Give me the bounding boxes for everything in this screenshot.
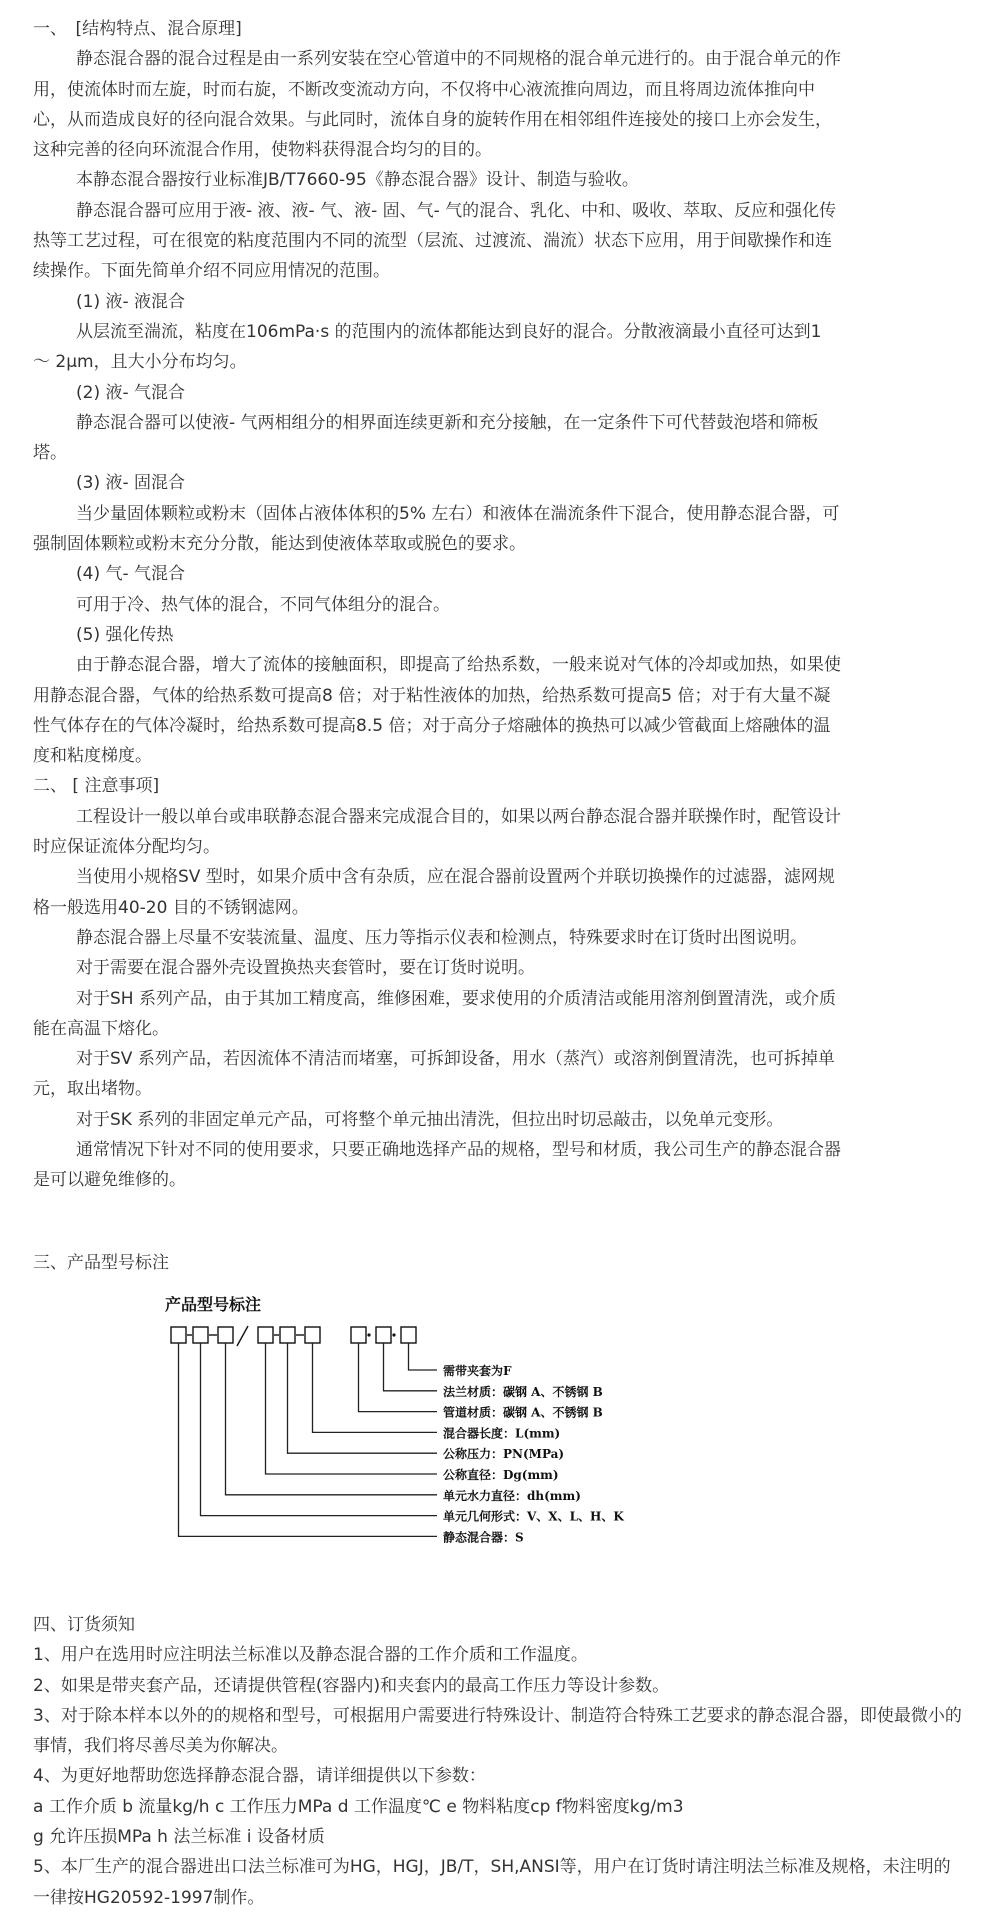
code-box <box>351 1327 366 1343</box>
diagram-label: 法兰材质：碳钢 A、不锈钢 B <box>443 1384 603 1399</box>
paragraph: 本静态混合器按行业标准JB/T7660-95《静态混合器》设计、制造与验收。 <box>76 170 639 191</box>
paragraph: 可用于冷、热气体的混合，不同气体组分的混合。 <box>76 594 450 615</box>
paragraph: (1) 液- 液混合 <box>76 291 186 312</box>
paragraph: 对于SH 系列产品，由于其加工精度高，维修困难，要求使用的介质清洁或能用溶剂倒置清洗，或介质能在高温下熔化。 <box>33 988 836 1039</box>
diagram-label: 需带夹套为F <box>443 1364 512 1378</box>
leader-line <box>313 1343 438 1432</box>
leader-line <box>409 1343 438 1370</box>
paragraph: 静态混合器上尽量不安装流量、温度、压力等指示仪表和检测点，特殊要求时在订货时出图说明。 <box>76 927 807 948</box>
section1-heading: 一、 [结构特点、混合原理] <box>33 19 242 39</box>
diagram-title: 产品型号标注 <box>165 1295 262 1314</box>
code-dot <box>367 1333 370 1336</box>
leader-line <box>226 1343 438 1495</box>
section2-body <box>33 802 843 1196</box>
leader-lines <box>179 1343 438 1536</box>
diagram-labels <box>443 1363 624 1544</box>
paragraph: 当少量固体颗粒或粉末（固体占液体体积的5% 左右）和液体在湍流条件下混合，使用静态混合器，可强制固体颗粒或粉末充分分散，能达到使液体萃取或脱色的要求。 <box>33 503 840 555</box>
paragraph: (5) 强化传热 <box>76 624 174 645</box>
order-note-line: a 工作介质 b 流量kg/h c 工作压力MPa d 工作温度℃ e 物料粘度cp f物料密度kg/m3 <box>33 1796 684 1817</box>
paragraph: 工程设计一般以单台或串联静态混合器来完成混合目的，如果以两台静态混合器并联操作时，配管设计时应保证流体分配均匀。 <box>33 806 841 858</box>
code-box <box>171 1327 186 1343</box>
order-note-line: 2、如果是带夹套产品，还请提供管程(容器内)和夹套内的最高工作压力等设计参数。 <box>33 1675 670 1696</box>
diagram-label: 管道材质：碳钢 A、不锈钢 B <box>443 1405 603 1420</box>
paragraph: (2) 液- 气混合 <box>76 382 186 403</box>
order-note-line: 5、本厂生产的混合器进出口法兰标准可为HG，HGJ，JB/T，SH,ANSI等，用户在订货时请注明法兰标准及规格，未注明的一律按HG20592-1997制作。 <box>33 1857 951 1908</box>
paragraph: 静态混合器的混合过程是由一系列安装在空心管道中的不同规格的混合单元进行的。由于混合单元的作用，使流体时而左旋，时而右旋，不断改变流动方向，不仅将中心液流推向周边，而且将周边流体推向中心，从而造成良好的径向混合效果。与此同时，流体自身的旋转作用在相邻组件连接处的接口上亦会发生，这种完善的径向环流混合作用，使物料获得混合均匀的目的。 <box>33 49 841 161</box>
section2-heading: 二、 [ 注意事项] <box>33 776 160 797</box>
code-box <box>376 1327 391 1343</box>
paragraph: 对于SK 系列的非固定单元产品，可将整个单元抽出清洗，但拉出时切忌敲击，以免单元变形。 <box>76 1109 784 1130</box>
code-box <box>218 1327 233 1343</box>
leader-line <box>288 1343 438 1453</box>
model-code-figure <box>165 1288 805 1598</box>
paragraph: 从层流至湍流，粘度在106mPa·s 的范围内的流体都能达到良好的混合。分散液滴最小直径可达到1 ～ 2μm，且大小分布均匀。 <box>33 321 822 373</box>
code-box <box>401 1327 416 1343</box>
model-code-diagram <box>165 1288 805 1598</box>
section3-heading: 三、产品型号标注 <box>33 1252 169 1273</box>
section4-body <box>33 1640 963 1913</box>
order-note-line: g 允许压损MPa h 法兰标准 i 设备材质 <box>33 1827 325 1848</box>
paragraph: 由于静态混合器，增大了流体的接触面积，即提高了给热系数，一般来说对气体的冷却或加热，如果使用静态混合器，气体的给热系数可提高8 倍；对于粘性液体的加热，给热系数可提高5 倍；对于有大量不凝性气体存在的气体冷凝时，给热系数可提高8.5 倍；对于高分子熔融体的换热可以减少管截面上熔融体的温度和粘度梯度。 <box>33 655 841 767</box>
paragraph: 静态混合器可应用于液- 液、液- 气、液- 固、气- 气的混合、乳化、中和、吸收、萃取、反应和强化传热等工艺过程，可在很宽的粘度范围内不同的流型（层流、过渡流、湍流）状态下应用，用于间歇操作和连续操作。下面先简单介绍不同应用情况的范围。 <box>33 200 837 282</box>
paragraph: 通常情况下针对不同的使用要求，只要正确地选择产品的规格，型号和材质，我公司生产的静态混合器是可以避免维修的。 <box>33 1139 841 1191</box>
leader-line <box>359 1343 438 1412</box>
section4-heading: 四、订货须知 <box>33 1615 135 1635</box>
document-body <box>33 14 843 1278</box>
paragraph: 当使用小规格SV 型时，如果介质中含有杂质，应在混合器前设置两个并联切换操作的过滤器，滤网规格一般选用40-20 目的不锈钢滤网。 <box>33 867 835 918</box>
leader-line <box>201 1343 438 1516</box>
code-separator <box>237 1326 248 1346</box>
diagram-label: 单元水力直径：dh(mm) <box>443 1488 581 1503</box>
code-box <box>193 1327 208 1343</box>
order-notes <box>33 1610 963 1913</box>
diagram-label: 公称直径：Dg(mm) <box>443 1468 559 1482</box>
paragraph: (4) 气- 气混合 <box>76 564 186 585</box>
order-note-line: 4、为更好地帮助您选择静态混合器，请详细提供以下参数： <box>33 1766 486 1787</box>
order-note-line: 1、用户在选用时应注明法兰标准以及静态混合器的工作介质和工作温度。 <box>33 1645 588 1666</box>
leader-line <box>384 1343 438 1391</box>
leader-line <box>179 1343 438 1536</box>
code-dot <box>392 1333 395 1336</box>
code-boxes <box>171 1326 416 1346</box>
paragraph: 对于SV 系列产品，若因流体不清洁而堵塞，可拆卸设备，用水（蒸汽）或溶剂倒置清洗，也可拆掉单元，取出堵物。 <box>33 1049 835 1100</box>
section1-body <box>33 44 843 771</box>
order-note-line: 3、对于除本样本以外的的规格和型号，可根据用户需要进行特殊设计、制造符合特殊工艺要求的静态混合器，即使最微小的事情，我们将尽善尽美为你解决。 <box>33 1705 962 1757</box>
spacer <box>33 1196 843 1248</box>
paragraph: 对于需要在混合器外壳设置换热夹套管时，要在订货时说明。 <box>76 958 535 979</box>
diagram-label: 单元几何形式：V、X、L、H、K <box>443 1509 624 1524</box>
code-box <box>280 1327 295 1343</box>
diagram-label: 公称压力：PN(MPa) <box>443 1447 565 1462</box>
paragraph: 静态混合器可以使液- 气两相组分的相界面连续更新和充分接触，在一定条件下可代替鼓泡塔和筛板塔。 <box>33 412 819 464</box>
paragraph: (3) 液- 固混合 <box>76 473 186 494</box>
leader-line <box>266 1343 438 1474</box>
diagram-label: 静态混合器：S <box>443 1530 524 1545</box>
code-box <box>258 1327 273 1343</box>
diagram-label: 混合器长度：L(mm) <box>443 1426 561 1441</box>
code-box <box>305 1327 320 1343</box>
